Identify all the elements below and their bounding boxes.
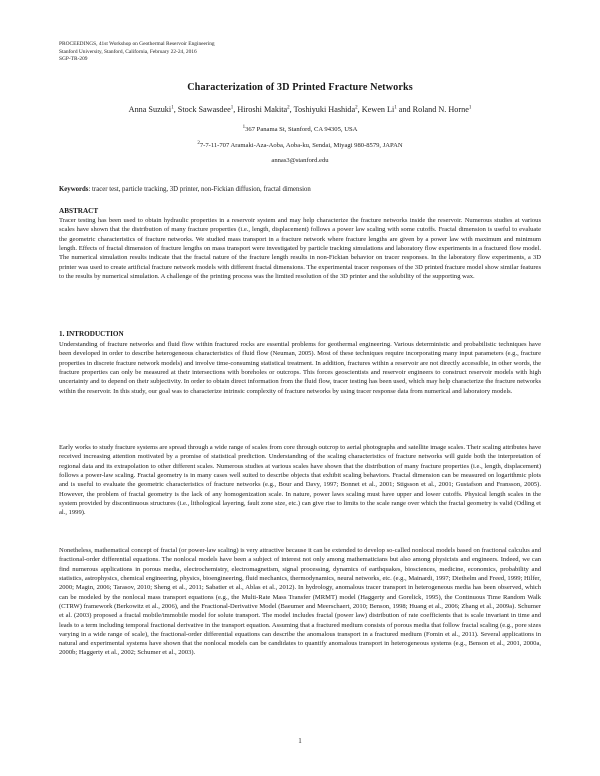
affiliation-mark: 1: [242, 125, 246, 130]
abstract-heading: ABSTRACT: [59, 207, 99, 215]
proceedings-header: [59, 41, 215, 64]
author-affiliation-mark: 1: [230, 105, 234, 111]
affiliation-mark: 2: [197, 141, 200, 146]
author-separator: ,: [173, 105, 178, 114]
intro-paragraph-2: Early works to study fracture systems are spread through a wide range of scales from core through outcrop to aerial photographs and satellite image scales. Their scaling attributes have received increasing attention motivated by a promise of statistical prediction. Understanding of the scaling characteristics of fracture networks will guide both the interpretation of regional data and its extrapolation to other different scales. Numerous studies at various scales have shown that the distribution of many fracture properties (i.e., length, displacement) follows a power-law scaling. Fractal geometry is in many cases well suited to describe objects that exhibit scaling behaviors. Fractal dimension can be measured on logarithmic plots and is useful to evaluate the geometric characteristics of fracture networks (e.g., Bour and Davy, 1997; Bonnet et al., 2001; Stigsson et al., 2001; Gustafson and Fransson, 2005). However, the problem of fractal geometry is the lack of any homogenization scale. In nature, power laws scaling must have upper and lower cutoffs. Physical length scales in the system provided by discontinuous structures (i.e., lithological layering, fault zone size, etc.) can give rise to limits to the scale range over which the fractal geometry is valid (Odling et al., 1999).: [59, 444, 541, 517]
introduction-heading: 1. INTRODUCTION: [59, 330, 124, 338]
author-separator: ,: [289, 105, 294, 114]
intro-paragraph-1: Understanding of fracture networks and fluid flow within fractured rocks are essential problems for geothermal engineering. Various deterministic and probabilistic techniques have been developed in order to describe heterogeneous characteristics of fluid flow (Neuman, 2005). Most of these techniques require incorporating many input parameters (e.g., fracture properties in discrete fracture network models) and involve time-consuming statistical treatment. In addition, fractures within a reservoir are not directly accessible, in other words, the fracture properties can only be measured at their intersections with boreholes or outcrops. This forces geoscientists and reservoir engineers to construct reservoir models with high uncertainty and to depend on their subjectivity. In order to obtain direct information from the fluid flow, tracer testing has been used, which may help characterize the fracture networks within the reservoir. In this study, our goal was to characterize intrinsic complexity of fracture networks by using tracer response data from numerical and laboratory models.: [59, 341, 541, 395]
author-name: Toshiyuki Hashida: [293, 105, 356, 114]
author-separator: ,: [357, 105, 362, 114]
author-list: [0, 105, 600, 114]
author-name: Roland N. Horne: [412, 105, 469, 114]
affiliation-text: 367 Panama St, Stanford, CA 94305, USA: [245, 126, 358, 134]
author-separator: and: [396, 105, 413, 114]
author-affiliation-mark: 2: [355, 105, 358, 111]
page-number: 1: [298, 737, 302, 745]
intro-paragraph-3: Nonetheless, mathematical concept of fractal (or power-law scaling) is very attractive because it can be extended to develop so-called nonlocal models based on fractional calculus and fractional-order differential equations. The nonlocal models have been a subject of interest not only among mathematicians but also among physicists and engineers. Indeed, we can find numerous applications in porous media, electrochemistry, electromagnetism, signal processing, dynamics of earthquakes, biosciences, medicine, economics, probability and statistics, astrophysics, chemical engineering, physics, bioengineering, fluid mechanics, thermodynamics, neural networks, etc. (e.g., Mainardi, 1997; Diethelm and Freed, 1999; Hilfer, 2000; Magin, 2006; Tarasov, 2010; Sheng et al., 2011; Sabatier et al., Ablas et al., 2012). In hydrology, anomalous tracer transport in heterogeneous media has been observed, which can be modeled by the nonlocal mass transport equations (e.g., the Multi-Rate Mass Transfer (MRMT) model (Haggerty and Gorelick, 1995), the Continuous Time Random Walk (CTRW) framework (Berkowitz et al., 2006), and the Fractional-Derivative Model (Baeumer and Meerschaert, 2010; Benson, 1998; Huang et al., 2006; Zhang et al., 2009a). Schumer et al. (2003) proposed a fractal mobile/immobile model for solute transport. The model includes fractal (power law) distribution of rate coefficients that is scale invariant in time and leads to a term including temporal fractional derivative in the transport equation. Assuming that a fractured medium consists of porous media that follow fractal scaling (e.g., pore sizes varying in a wide range of scale), the fractional-order differential equations can describe the anomalous transport in a fractured medium (Fomin et al., 2011). Several applications in natural and experimental systems have shown that the nonlocal models can be candidates to quantify anomalous transport in heterogeneous systems (e.g., Benson et al., 2001, 2000a, 2000b; Haggerty et al., 2002; Schumer et al., 2003).: [59, 547, 541, 657]
author-separator: ,: [233, 105, 238, 114]
header-line-1: PROCEEDINGS, 41st Workshop on Geothermal Reservoir Engineering: [59, 41, 215, 47]
affiliation-2: [0, 141, 600, 149]
affiliation-1: [0, 125, 600, 133]
author-affiliation-mark: 1: [394, 105, 397, 111]
keywords-text: : tracer test, particle tracking, 3D printer, non-Fickian diffusion, fractal dimension: [88, 186, 311, 193]
author-name: Kewen Li: [361, 105, 395, 114]
header-line-3: SGP-TR-209: [59, 56, 88, 63]
author-affiliation-mark: 1: [171, 105, 174, 111]
author-affiliation-mark: 2: [287, 105, 290, 111]
author-affiliation-mark: 1: [468, 105, 472, 111]
author-name: Hiroshi Makita: [237, 105, 288, 114]
contact-email[interactable]: annas3@stanford.edu: [271, 157, 329, 164]
keywords-line: [59, 186, 541, 193]
author-name: Anna Suzuki: [128, 105, 172, 114]
author-name: Stock Sawasdee: [177, 105, 231, 114]
keywords-label: Keywords: [59, 186, 89, 193]
header-line-2: Stanford University, Stanford, California, February 22-24, 2016: [59, 48, 197, 55]
affiliation-text: 7-7-11-707 Aramaki-Aza-Aoba, Aoba-ku, Sendai, Miyagi 980-8579, JAPAN: [199, 142, 403, 150]
abstract-paragraph: Tracer testing has been used to obtain hydraulic properties in a reservoir system and may help characterize the fracture networks inside the reservoir. Numerous studies at various scales have shown that the distribution of many fracture properties (i.e., length, displacement) follows a power law scaling with some cutoffs. Fractal dimension is useful to evaluate the geometric characteristics of fracture networks. We studied mass transport in a fracture network where fracture lengths are given by a power law with maximum and minimum length. Effects of fractal dimension of fracture lengths on mass transport were investigated by particle tracking simulations and laboratory flow experiments in a fractured flow model. The numerical simulation results indicate that the fractal nature of the fracture length results in non-Fickian behavior on tracer responses. In the laboratory flow experiments, a 3D printer was used to create artificial fracture network models with different fractal dimensions. The experimental tracer responses of the 3D printed fracture model show similar features to the results by numerical simulation. A challenge of the printing process was the limited resolution of the 3D printer and the solubility of the supporting wax.: [59, 217, 541, 280]
paper-title: Characterization of 3D Printed Fracture Networks: [187, 82, 413, 93]
